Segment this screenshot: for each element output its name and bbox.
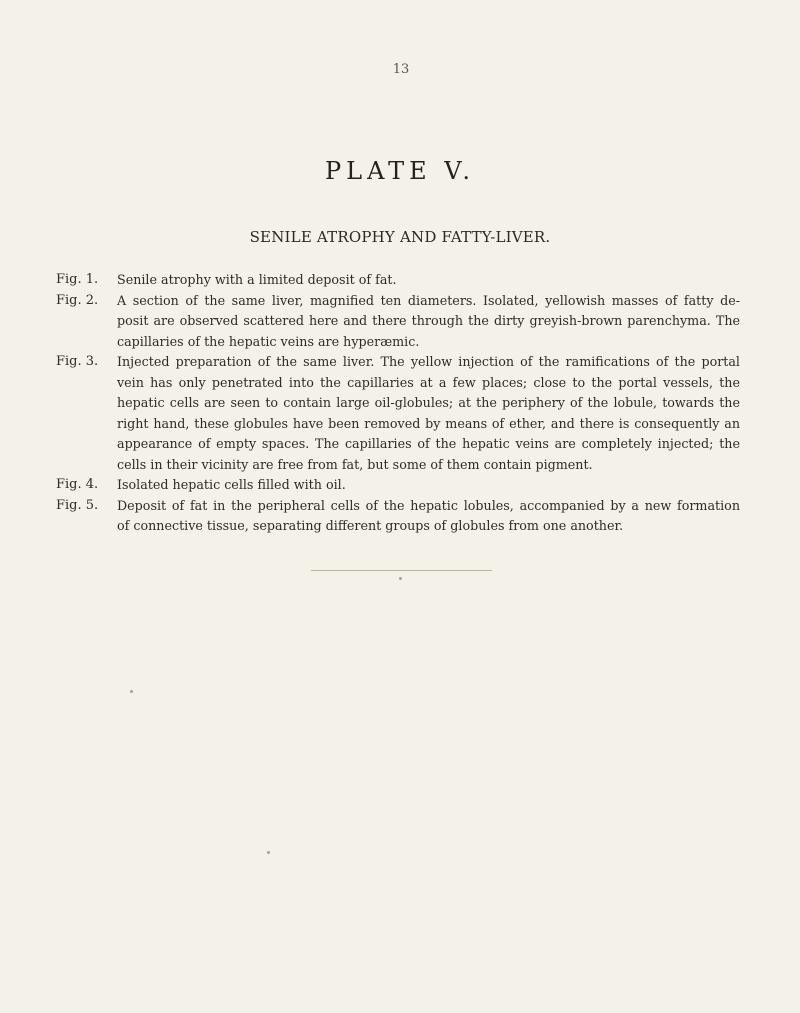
paper-speck bbox=[399, 577, 402, 580]
paper-speck bbox=[130, 690, 133, 693]
figure-label: Fig. 2. bbox=[56, 292, 99, 308]
figure-description bbox=[117, 496, 740, 537]
figure-description-line: appearance of empty spaces. The capillaries of the hepatic veins are completely injected; the bbox=[117, 436, 740, 451]
figure-description-line: of connective tissue, separating different groups of globules from one another. bbox=[117, 518, 624, 533]
figure-entry-3 bbox=[56, 352, 740, 475]
figure-label: Fig. 1. bbox=[56, 272, 99, 287]
figure-description-line: Injected preparation of the same liver. The yellow injection of the ramifications of the portal bbox=[117, 354, 740, 369]
paper-speck bbox=[267, 851, 270, 854]
figure-label: Fig. 4. bbox=[56, 477, 99, 492]
figure-description-line: Deposit of fat in the peripheral cells of the hepatic lobules, accompanied by a new formation bbox=[117, 497, 740, 513]
section-divider bbox=[311, 570, 492, 571]
figure-entry-5 bbox=[56, 496, 740, 537]
figure-description-list bbox=[56, 270, 740, 537]
figure-description-line: capillaries of the hepatic veins are hyperæmic. bbox=[117, 333, 420, 349]
figure-label: Fig. 5. bbox=[56, 497, 99, 513]
figure-entry-2 bbox=[56, 291, 740, 353]
plate-subtitle: SENILE ATROPHY AND FATTY-LIVER. bbox=[249, 228, 551, 246]
figure-description-line: A section of the same liver, magnified ten diameters. Isolated, yellowish masses of fatty de- bbox=[117, 292, 740, 308]
page-number: 13 bbox=[392, 62, 410, 77]
figure-description bbox=[117, 270, 740, 291]
figure-description-line: posit are observed scattered here and there through the dirty greyish-brown parenchyma. The bbox=[117, 313, 740, 328]
figure-description-line: cells in their vicinity are free from fat, but some of them contain pigment. bbox=[117, 456, 593, 472]
figure-entry-4 bbox=[56, 475, 740, 496]
figure-entry-1 bbox=[56, 270, 740, 291]
figure-description bbox=[117, 291, 740, 353]
figure-description-line: right hand, these globules have been removed by means of ether, and there is consequently an bbox=[117, 415, 740, 431]
plate-title: PLATE V. bbox=[324, 157, 476, 185]
figure-description-line: vein has only penetrated into the capillaries at a few places; close to the portal vessels, the bbox=[117, 374, 740, 390]
figure-label: Fig. 3. bbox=[56, 354, 99, 369]
figure-description-line: Isolated hepatic cells filled with oil. bbox=[117, 477, 346, 492]
figure-description bbox=[117, 475, 740, 496]
figure-description bbox=[117, 352, 740, 475]
figure-description-line: hepatic cells are seen to contain large oil-globules; at the periphery of the lobule, towards the bbox=[117, 395, 740, 410]
figure-description-line: Senile atrophy with a limited deposit of fat. bbox=[117, 272, 397, 287]
